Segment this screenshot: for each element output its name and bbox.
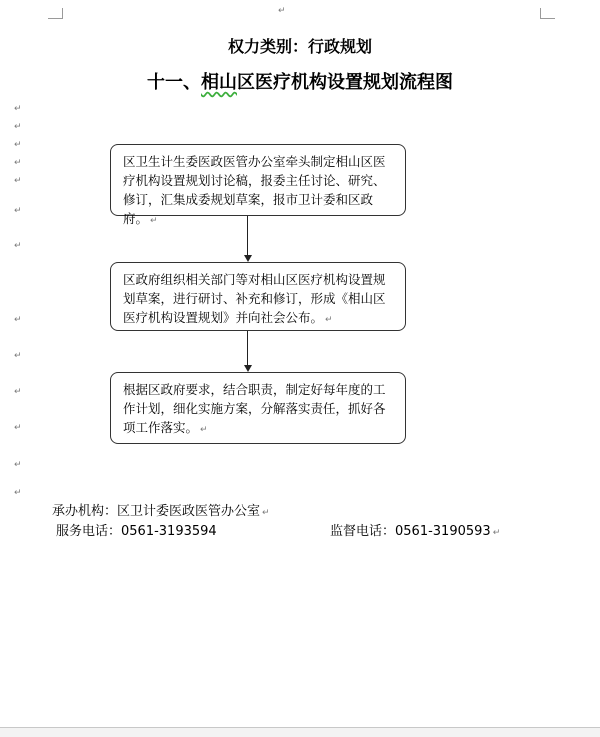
flow-step-2 — [110, 262, 406, 331]
flow-step-2-text: 区政府组织相关部门等对相山区医疗机构设置规划草案，进行研讨、补充和修订，形成《相山区医疗机构设置规划》并向社会公布。 — [123, 272, 386, 325]
paragraph-mark: ↵ — [14, 351, 22, 361]
flow-step-3 — [110, 372, 406, 444]
agency-line — [52, 500, 270, 519]
paragraph-mark: ↵ — [325, 315, 333, 325]
page-corner-top-left — [48, 8, 63, 19]
paragraph-mark: ↵ — [14, 104, 22, 114]
paragraph-mark: ↵ — [150, 216, 158, 226]
paragraph-mark: ↵ — [14, 140, 22, 150]
service-phone: 服务电话：0561-3193594 — [56, 524, 217, 539]
supervise-phone-line — [330, 520, 500, 539]
title-underlined-text: 相山 — [201, 72, 237, 93]
title-prefix: 十一、 — [147, 72, 201, 93]
flow-arrowhead-2 — [244, 365, 252, 372]
paragraph-mark: ↵ — [14, 460, 22, 470]
category-heading: 权力类别：行政规划 — [227, 37, 372, 56]
paragraph-mark: ↵ — [262, 508, 270, 518]
paragraph-mark: ↵ — [278, 6, 286, 16]
paragraph-mark: ↵ — [492, 528, 501, 538]
paragraph-mark: ↵ — [14, 387, 22, 397]
flow-step-3-text: 根据区政府要求，结合职责，制定好每年度的工作计划，细化实施方案，分解落实责任，抓好各项工作落实。 — [123, 382, 386, 435]
flow-step-1-text: 区卫生计生委医政医管办公室牵头制定相山区医疗机构设置规划讨论稿，报委主任讨论、研究、修订，汇集成委规划草案，报市卫计委和区政府。 — [123, 154, 386, 226]
paragraph-mark: ↵ — [14, 158, 22, 168]
paragraph-mark: ↵ — [14, 122, 22, 132]
flow-step-1 — [110, 144, 406, 226]
paragraph-mark: ↵ — [14, 488, 22, 498]
agency-text: 承办机构：区卫计委医政医管办公室 — [52, 504, 261, 519]
flow-arrow-2 — [247, 331, 248, 366]
flow-arrowhead-1 — [244, 255, 252, 262]
paragraph-mark: ↵ — [14, 176, 22, 186]
paragraph-mark: ↵ — [200, 425, 208, 435]
paragraph-mark: ↵ — [14, 315, 22, 325]
flowchart-title — [0, 68, 600, 94]
title-suffix: 区医疗机构设置规划流程图 — [237, 72, 453, 93]
paragraph-mark: ↵ — [14, 206, 22, 216]
paragraph-mark: ↵ — [14, 241, 22, 251]
window-bottom-bar — [0, 728, 600, 737]
page-corner-top-right — [540, 8, 555, 19]
supervise-phone: 监督电话：0561-3190593 — [330, 524, 491, 539]
paragraph-mark: ↵ — [14, 423, 22, 433]
flow-arrow-1 — [247, 216, 248, 256]
